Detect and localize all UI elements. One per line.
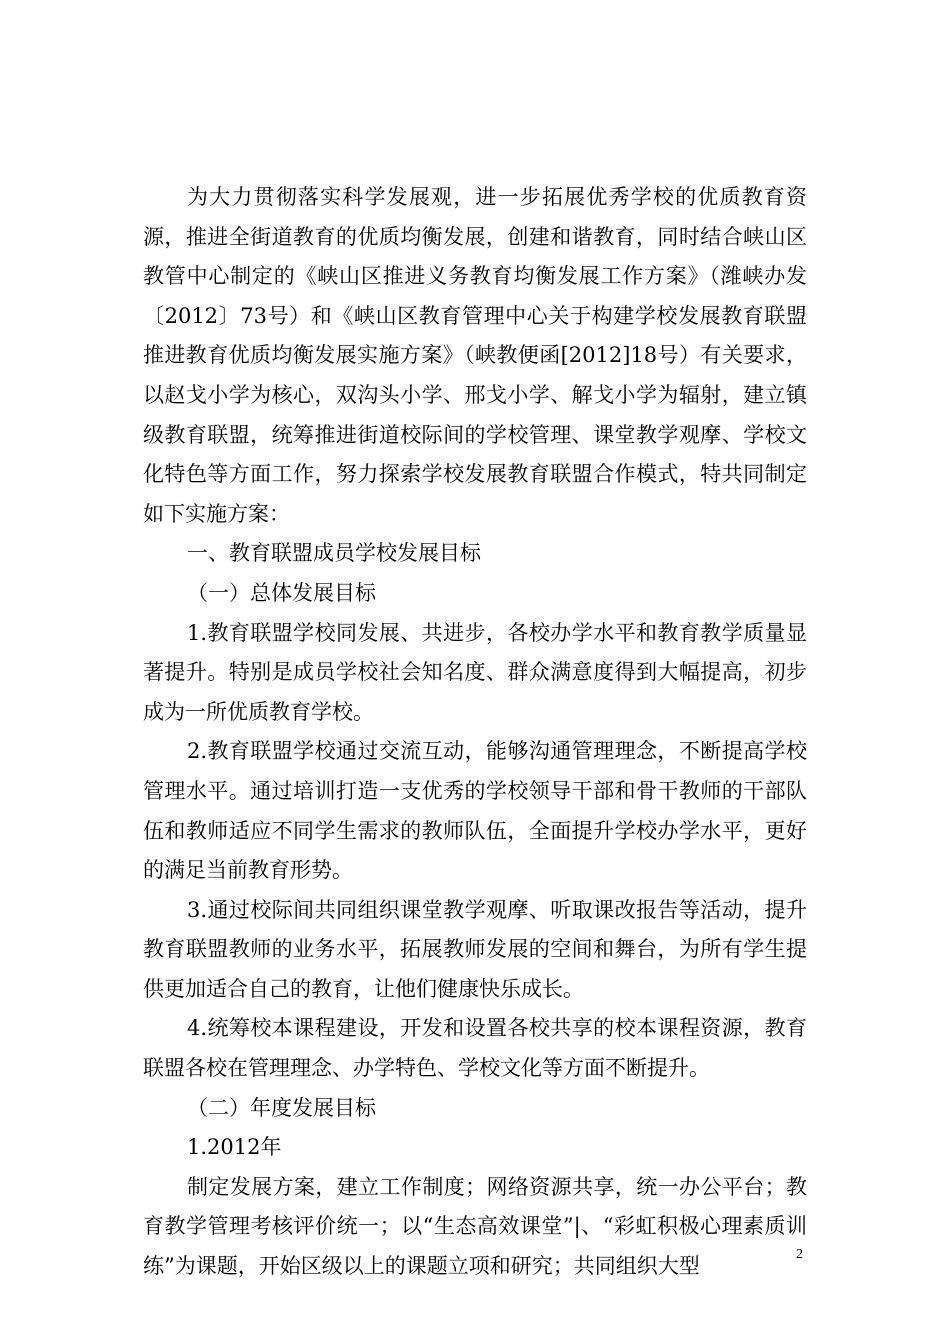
document-body — [143, 178, 807, 1287]
page-number: 2 — [796, 1247, 803, 1262]
subsection-heading-annual-goals: （二）年度发展目标 — [187, 1095, 376, 1120]
goal-item-4: 4.统筹校本课程建设，开发和设置各校共享的校本课程资源，教育联盟各校在管理理念、办学特色、学校文化等方面不断提升。 — [143, 1016, 807, 1081]
section-heading: 一、教育联盟成员学校发展目标 — [187, 541, 481, 566]
annual-goal-year: 1.2012年 — [187, 1135, 282, 1160]
goal-item-1: 1.教育联盟学校同发展、共进步，各校办学水平和教育教学质量显著提升。特别是成员学校社会知名度、群众满意度得到大幅提高，初步成为一所优质教育学校。 — [143, 620, 807, 724]
goal-item-2: 2.教育联盟学校通过交流互动，能够沟通管理理念，不断提高学校管理水平。通过培训打造一支优秀的学校领导干部和骨干教师的干部队伍和教师适应不同学生需求的教师队伍，全面提升学校办学水平，更好的满足当前教育形势。 — [143, 739, 807, 883]
annual-goal-paragraph: 制定发展方案，建立工作制度；网络资源共享，统一办公平台；教育教学管理考核评价统一；以“生态高效课堂”|、“彩虹积极心理素质训练”为课题，开始区级以上的课题立项和研究；共同组织大型 — [143, 1174, 807, 1279]
goal-item-3: 3.通过校际间共同组织课堂教学观摩、听取课改报告等活动，提升教育联盟教师的业务水平，拓展教师发展的空间和舞台，为所有学生提供更加适合自己的教育，让他们健康快乐成长。 — [143, 897, 807, 1001]
subsection-heading-overall-goals: （一）总体发展目标 — [187, 580, 376, 605]
intro-paragraph: 为大力贯彻落实科学发展观，进一步拓展优秀学校的优质教育资源，推进全街道教育的优质均衡发展，创建和谐教育，同时结合峡山区教管中心制定的《峡山区推进义务教育均衡发展工作方案》（潍峡办发〔2012〕73号）和《峡山区教育管理中心关于构建学校发展教育联盟推进教育优质均衡发展实施方案》（峡教便函[2012]18号）有关要求，以赵戈小学为核心，双沟头小学、邢戈小学、解戈小学为辐射，建立镇级教育联盟，统筹推进街道校际间的学校管理、课堂教学观摩、学校文化特色等方面工作，努力探索学校发展教育联盟合作模式，特共同制定如下实施方案： — [143, 185, 807, 526]
